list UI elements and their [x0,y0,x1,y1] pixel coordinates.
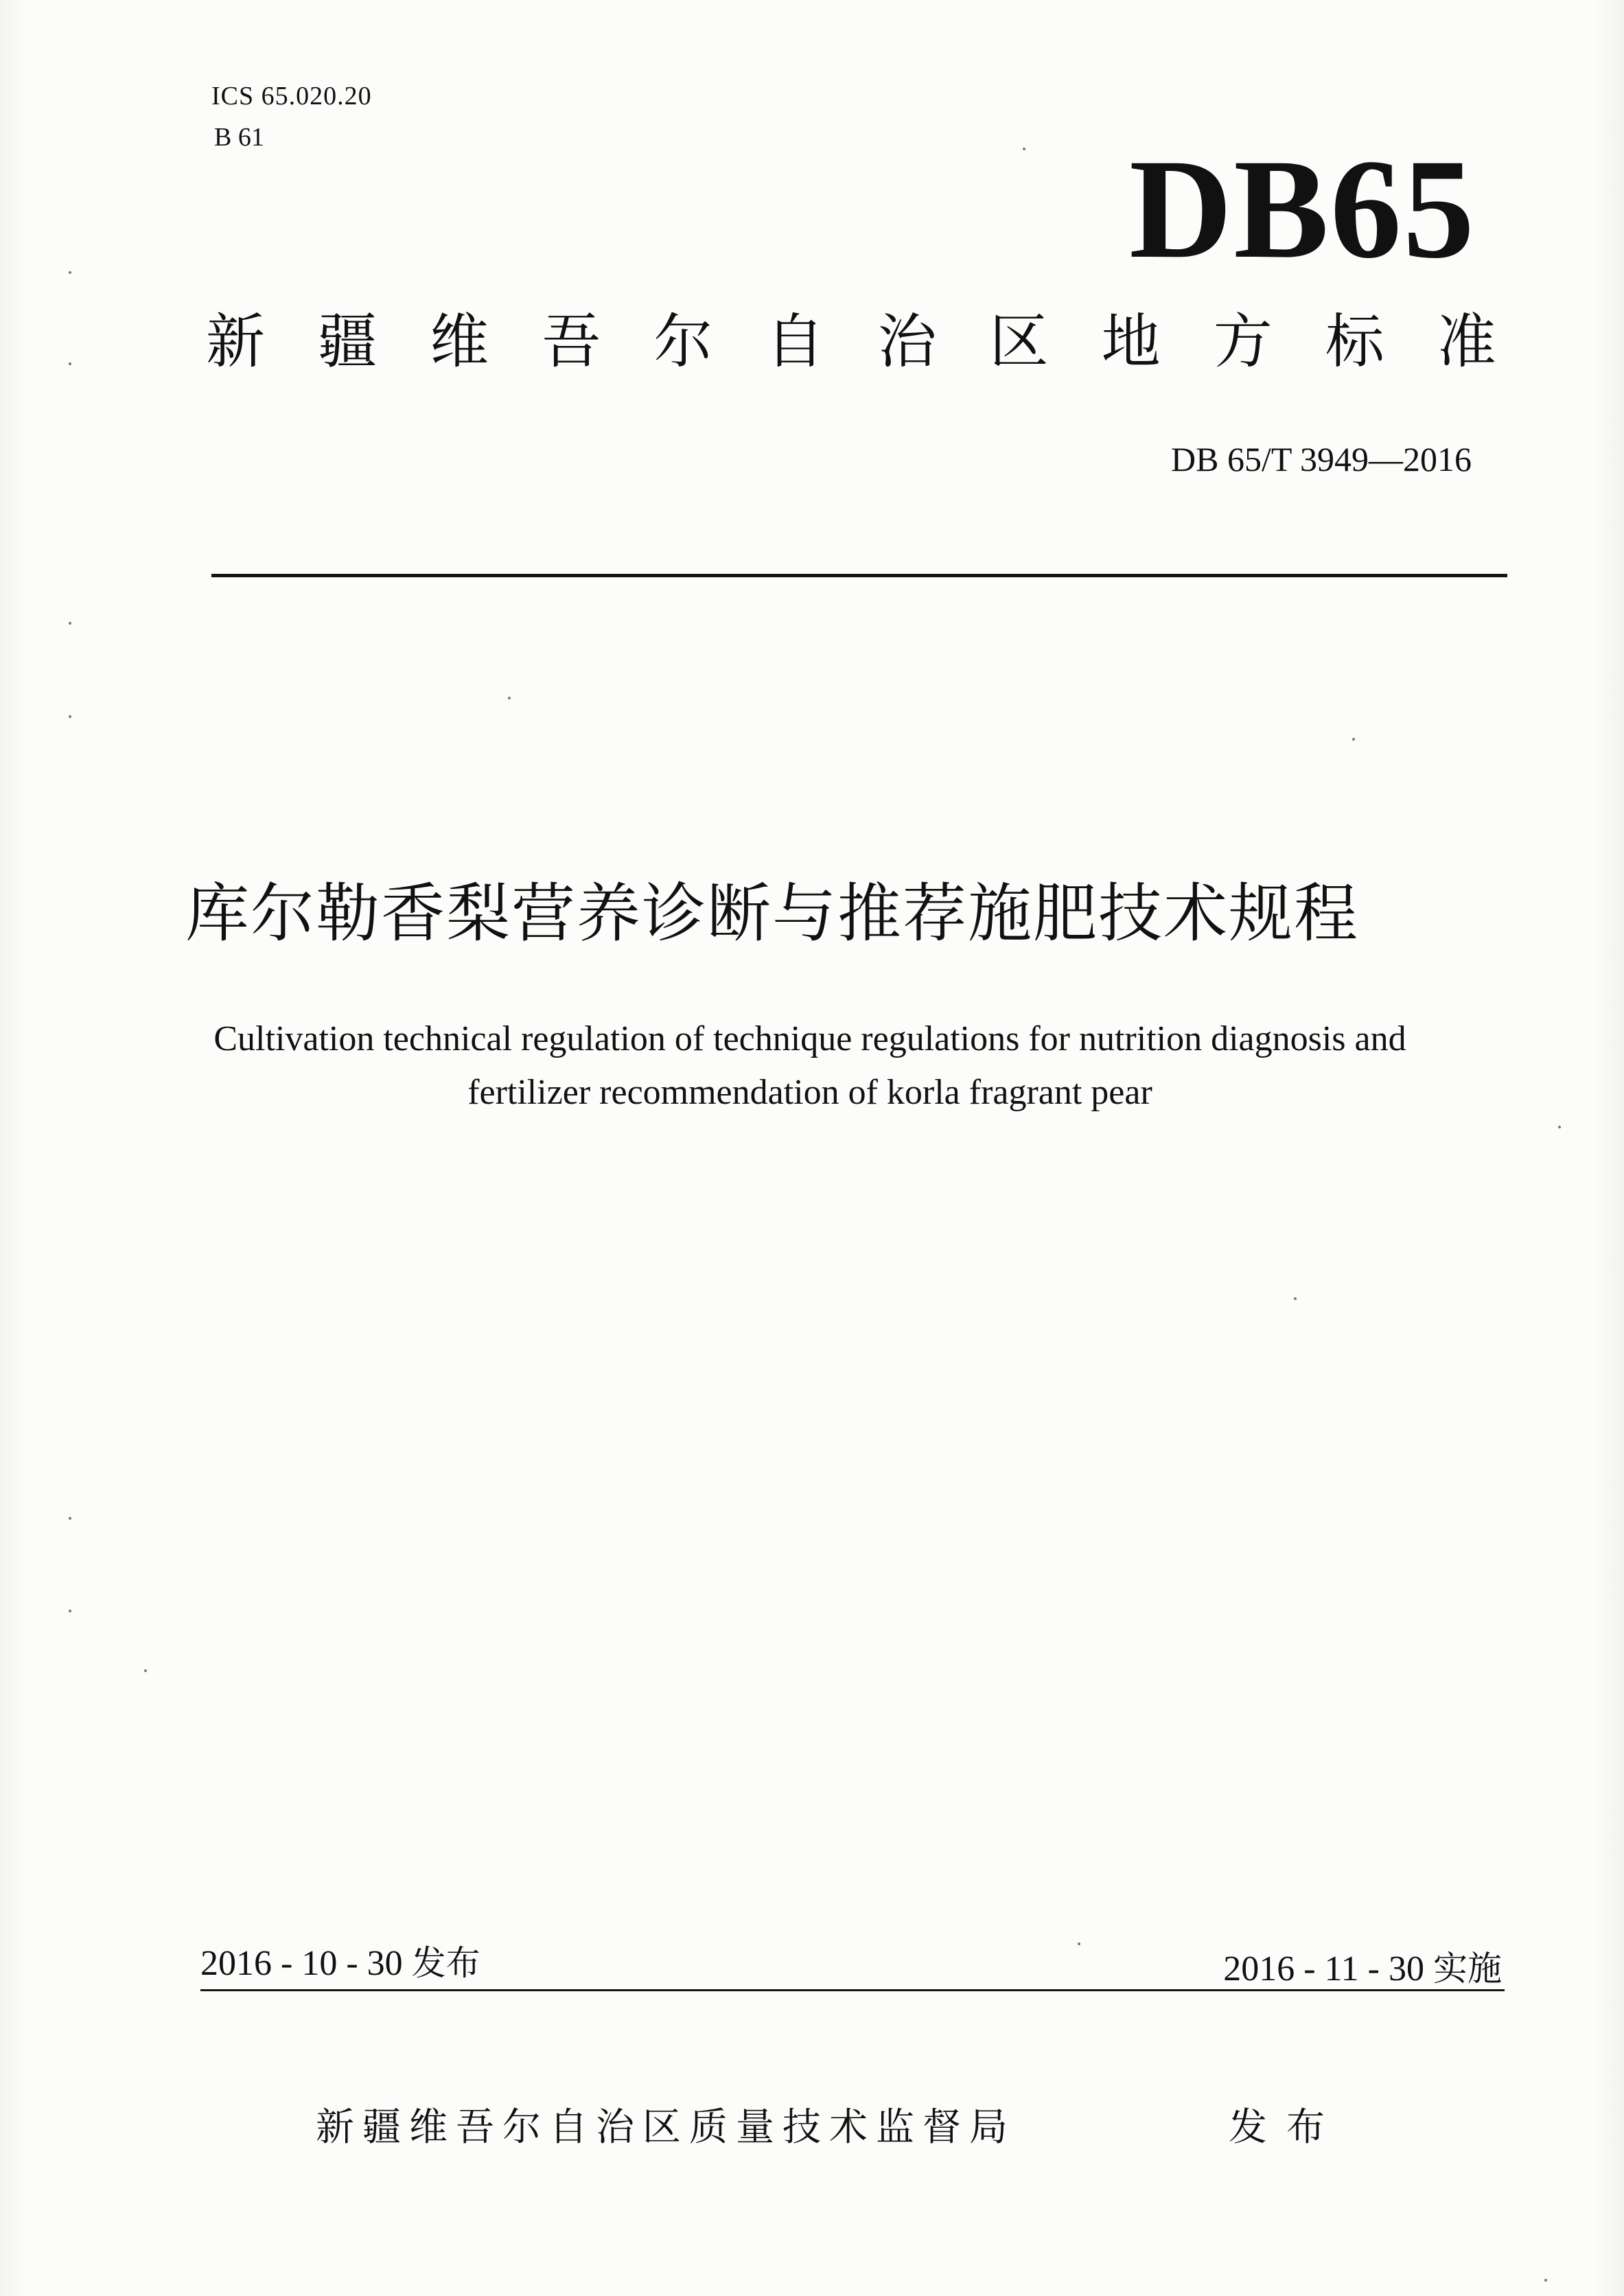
standard-kind-char: 新 [206,308,265,376]
scan-speck [69,362,71,365]
header-divider [211,574,1507,577]
scan-speck [69,271,71,274]
issue-label: 发布 [411,1943,480,1983]
english-title-line: Cultivation technical regulation of technique regulations for nutrition diagnosis and [213,1019,1406,1058]
issue-date: 2016 - 10 - 30 [200,1944,403,1983]
scan-speck [69,715,71,718]
chinese-title: 库尔勒香梨营养诊断与推荐施肥技术规程 [185,877,1359,951]
standard-kind-char: 区 [989,308,1049,376]
implement-date-block [1098,1951,1502,1987]
scan-speck [1078,1943,1080,1945]
ccs-code: B 61 [214,123,264,152]
footer-divider [200,1989,1505,1991]
scan-speck [69,1517,71,1520]
publisher-name: 新疆维吾尔自治区质量技术监督局 [316,2105,1016,2150]
scan-speck [1544,2279,1547,2282]
scan-speck [69,622,71,625]
standard-kind-char: 准 [1437,308,1496,376]
standard-kind-char: 维 [430,308,489,376]
scan-speck [1023,148,1025,150]
scan-speck [1558,1126,1561,1128]
standard-kind-heading [206,308,1496,376]
standard-kind-char: 自 [765,308,825,376]
db65-logo: DB65 [1129,130,1476,288]
standard-kind-char: 标 [1325,308,1384,376]
issue-date-block [200,1943,480,1983]
standard-kind-char: 方 [1213,308,1273,376]
standard-kind-char: 地 [1101,308,1161,376]
standard-kind-char: 疆 [318,308,378,376]
scan-speck [69,1610,71,1612]
implement-date: 2016 - 11 - 30 [1223,1949,1424,1988]
publish-action: 发布 [1229,2105,1344,2150]
english-title [165,1012,1455,1120]
scan-speck [508,697,511,699]
standard-kind-char: 治 [877,308,937,376]
scan-speck [144,1669,147,1672]
english-title-line: fertilizer recommendation of korla fragrant pear [467,1073,1152,1112]
scan-speck [1294,1297,1297,1300]
scan-speck [1352,738,1355,741]
standard-number: DB 65/T 3949—2016 [1171,440,1472,478]
ics-code: ICS 65.020.20 [211,82,372,111]
standard-kind-char: 尔 [653,308,713,376]
standard-kind-char: 吾 [542,308,601,376]
implement-label: 实施 [1433,1949,1502,1988]
